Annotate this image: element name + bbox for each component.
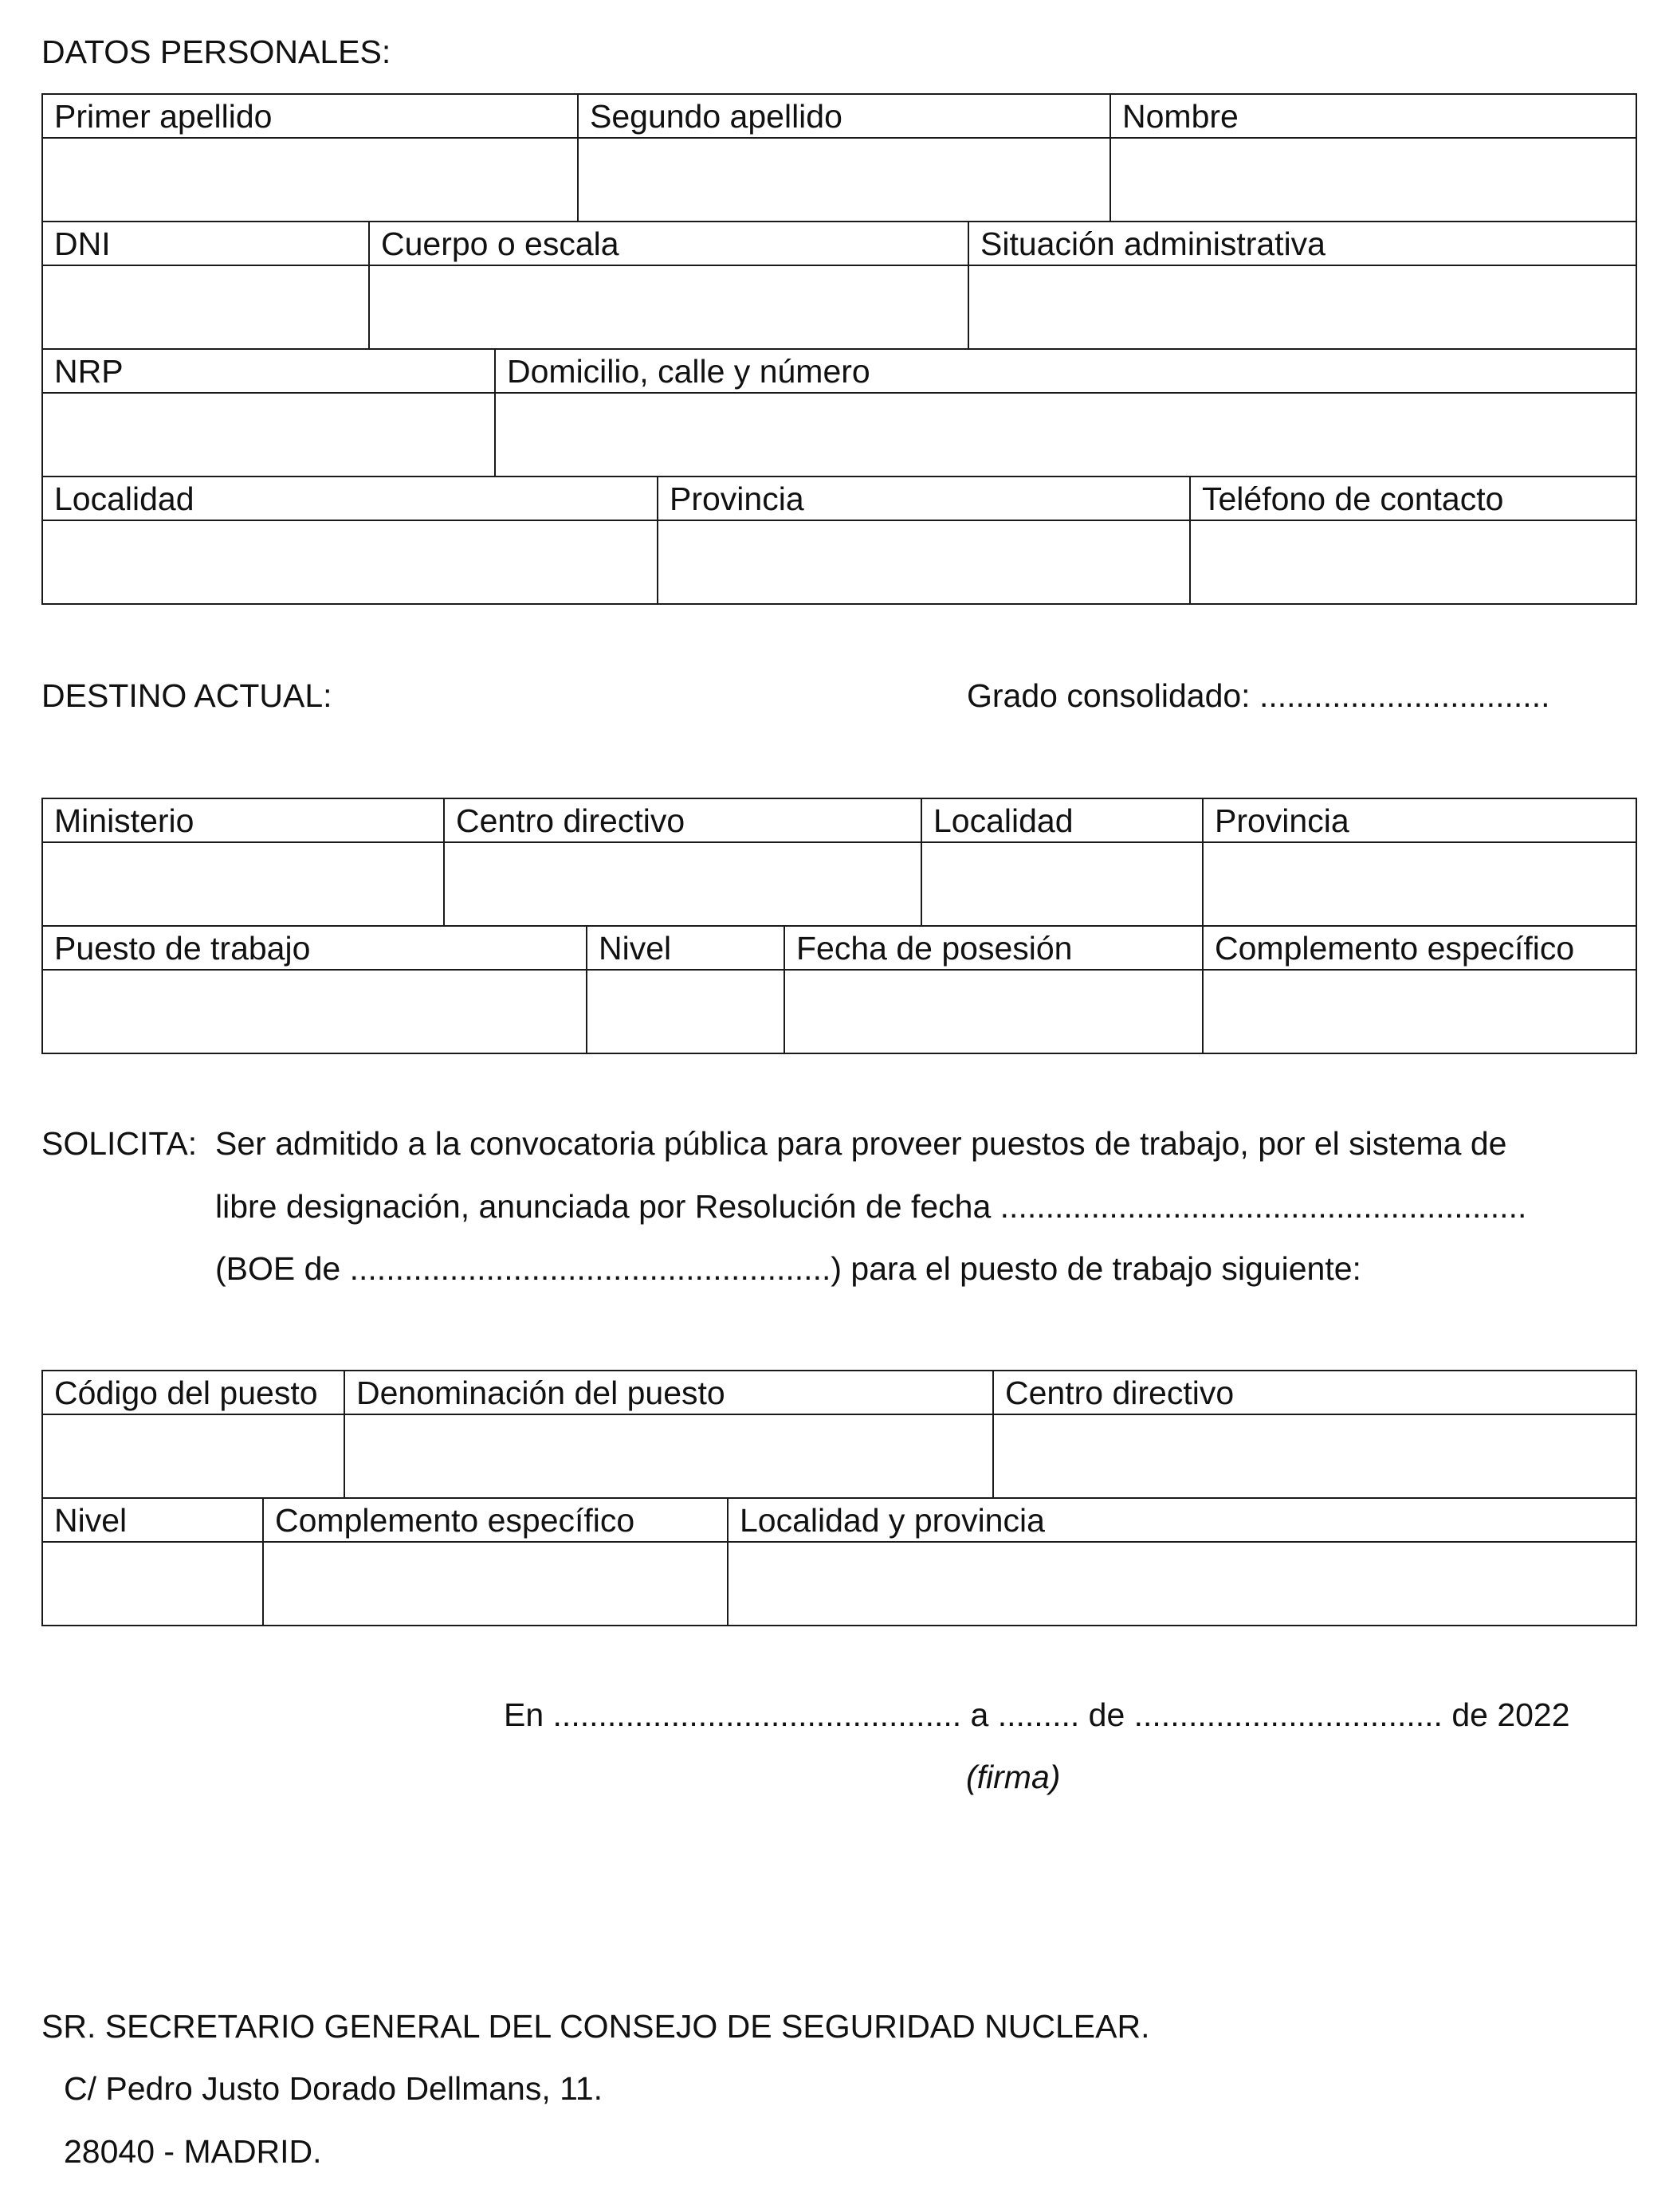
cuerpo-escala-field[interactable]: [370, 266, 968, 348]
situacion-administrativa-field[interactable]: [969, 266, 1636, 348]
provincia-destino-field[interactable]: [1204, 843, 1636, 925]
destino-actual-heading: DESTINO ACTUAL:: [41, 677, 332, 714]
localidad-cell: [43, 477, 657, 603]
fecha-posesion-cell: [784, 927, 1202, 1053]
cuerpo-escala-label: Cuerpo o escala: [370, 222, 968, 266]
provincia-destino-label: Provincia: [1204, 799, 1636, 843]
primer-apellido-label: Primer apellido: [43, 95, 577, 139]
destinatario-line-3: 28040 - MADRID.: [64, 2133, 322, 2170]
ministerio-cell: [43, 799, 443, 925]
destinatario-line-1: SR. SECRETARIO GENERAL DEL CONSEJO DE SEGURIDAD NUCLEAR.: [41, 2008, 1150, 2045]
provincia-field[interactable]: [658, 521, 1189, 603]
codigo-puesto-label: Código del puesto: [43, 1371, 344, 1415]
datos-personales-table: [41, 93, 1637, 605]
dni-field[interactable]: [43, 266, 368, 348]
segundo-apellido-field[interactable]: [579, 139, 1109, 221]
complemento-especifico-puesto-cell: [262, 1499, 727, 1625]
fecha-line[interactable]: En ............................................. a ......... de .................................. de 2022: [504, 1696, 1570, 1733]
table-row: [43, 799, 1636, 925]
fecha-posesion-field[interactable]: [785, 971, 1202, 1053]
centro-directivo-field[interactable]: [445, 843, 921, 925]
primer-apellido-cell: [43, 95, 577, 221]
denominacion-puesto-cell: [344, 1371, 992, 1497]
table-row: [43, 348, 1636, 476]
nombre-cell: [1109, 95, 1636, 221]
nombre-field[interactable]: [1111, 139, 1636, 221]
primer-apellido-field[interactable]: [43, 139, 577, 221]
table-row: [43, 95, 1636, 221]
segundo-apellido-cell: [577, 95, 1109, 221]
localidad-field[interactable]: [43, 521, 657, 603]
nivel-puesto-label: Nivel: [43, 1499, 262, 1543]
destino-actual-table: [41, 798, 1637, 1054]
puesto-solicitado-table: [41, 1370, 1637, 1626]
centro-directivo-cell: [443, 799, 921, 925]
dni-cell: [43, 222, 368, 348]
localidad-provincia-cell: [727, 1499, 1636, 1625]
complemento-especifico-label: Complemento específico: [1204, 927, 1636, 971]
datos-personales-heading: DATOS PERSONALES:: [41, 33, 391, 70]
localidad-provincia-field[interactable]: [729, 1543, 1636, 1625]
grado-consolidado[interactable]: Grado consolidado: ................................: [967, 677, 1550, 714]
provincia-label: Provincia: [658, 477, 1189, 521]
solicita-label: SOLICITA:: [41, 1125, 198, 1162]
domicilio-cell: [494, 350, 1636, 476]
solicita-line-3[interactable]: (BOE de .....................................................) para el puesto de trabajo siguiente:: [215, 1250, 1361, 1287]
ministerio-label: Ministerio: [43, 799, 443, 843]
dni-label: DNI: [43, 222, 368, 266]
destinatario-line-2: C/ Pedro Justo Dorado Dellmans, 11.: [64, 2070, 603, 2107]
ministerio-field[interactable]: [43, 843, 443, 925]
nivel-destino-cell: [586, 927, 784, 1053]
nivel-puesto-cell: [43, 1499, 262, 1625]
domicilio-field[interactable]: [496, 394, 1636, 476]
codigo-puesto-field[interactable]: [43, 1415, 344, 1497]
localidad-destino-label: Localidad: [922, 799, 1202, 843]
complemento-especifico-puesto-field[interactable]: [264, 1543, 727, 1625]
table-row: [43, 1497, 1636, 1625]
nrp-field[interactable]: [43, 394, 494, 476]
cuerpo-escala-cell: [368, 222, 968, 348]
table-row: [43, 221, 1636, 348]
centro-directivo-puesto-label: Centro directivo: [994, 1371, 1636, 1415]
centro-directivo-puesto-cell: [992, 1371, 1636, 1497]
provincia-destino-cell: [1202, 799, 1636, 925]
telefono-contacto-field[interactable]: [1191, 521, 1636, 603]
centro-directivo-label: Centro directivo: [445, 799, 921, 843]
telefono-contacto-cell: [1189, 477, 1636, 603]
localidad-provincia-label: Localidad y provincia: [729, 1499, 1636, 1543]
nrp-label: NRP: [43, 350, 494, 394]
nivel-destino-label: Nivel: [587, 927, 784, 971]
firma-label: (firma): [966, 1759, 1061, 1795]
fecha-posesion-label: Fecha de posesión: [785, 927, 1202, 971]
complemento-especifico-field[interactable]: [1204, 971, 1636, 1053]
table-row: [43, 1371, 1636, 1497]
segundo-apellido-label: Segundo apellido: [579, 95, 1109, 139]
solicita-line-1: Ser admitido a la convocatoria pública para proveer puestos de trabajo, por el sistema de: [215, 1125, 1507, 1162]
codigo-puesto-cell: [43, 1371, 344, 1497]
domicilio-label: Domicilio, calle y número: [496, 350, 1636, 394]
telefono-contacto-label: Teléfono de contacto: [1191, 477, 1636, 521]
localidad-label: Localidad: [43, 477, 657, 521]
puesto-trabajo-cell: [43, 927, 586, 1053]
puesto-trabajo-label: Puesto de trabajo: [43, 927, 586, 971]
denominacion-puesto-label: Denominación del puesto: [345, 1371, 992, 1415]
puesto-trabajo-field[interactable]: [43, 971, 586, 1053]
nrp-cell: [43, 350, 494, 476]
nombre-label: Nombre: [1111, 95, 1636, 139]
provincia-cell: [657, 477, 1189, 603]
nivel-puesto-field[interactable]: [43, 1543, 262, 1625]
solicita-line-2[interactable]: libre designación, anunciada por Resolución de fecha ..........................................................: [215, 1188, 1527, 1225]
centro-directivo-puesto-field[interactable]: [994, 1415, 1636, 1497]
table-row: [43, 925, 1636, 1053]
complemento-especifico-puesto-label: Complemento específico: [264, 1499, 727, 1543]
situacion-administrativa-label: Situación administrativa: [969, 222, 1636, 266]
nivel-destino-field[interactable]: [587, 971, 784, 1053]
localidad-destino-field[interactable]: [922, 843, 1202, 925]
localidad-destino-cell: [921, 799, 1202, 925]
denominacion-puesto-field[interactable]: [345, 1415, 992, 1497]
complemento-especifico-cell: [1202, 927, 1636, 1053]
table-row: [43, 476, 1636, 603]
situacion-administrativa-cell: [968, 222, 1636, 348]
